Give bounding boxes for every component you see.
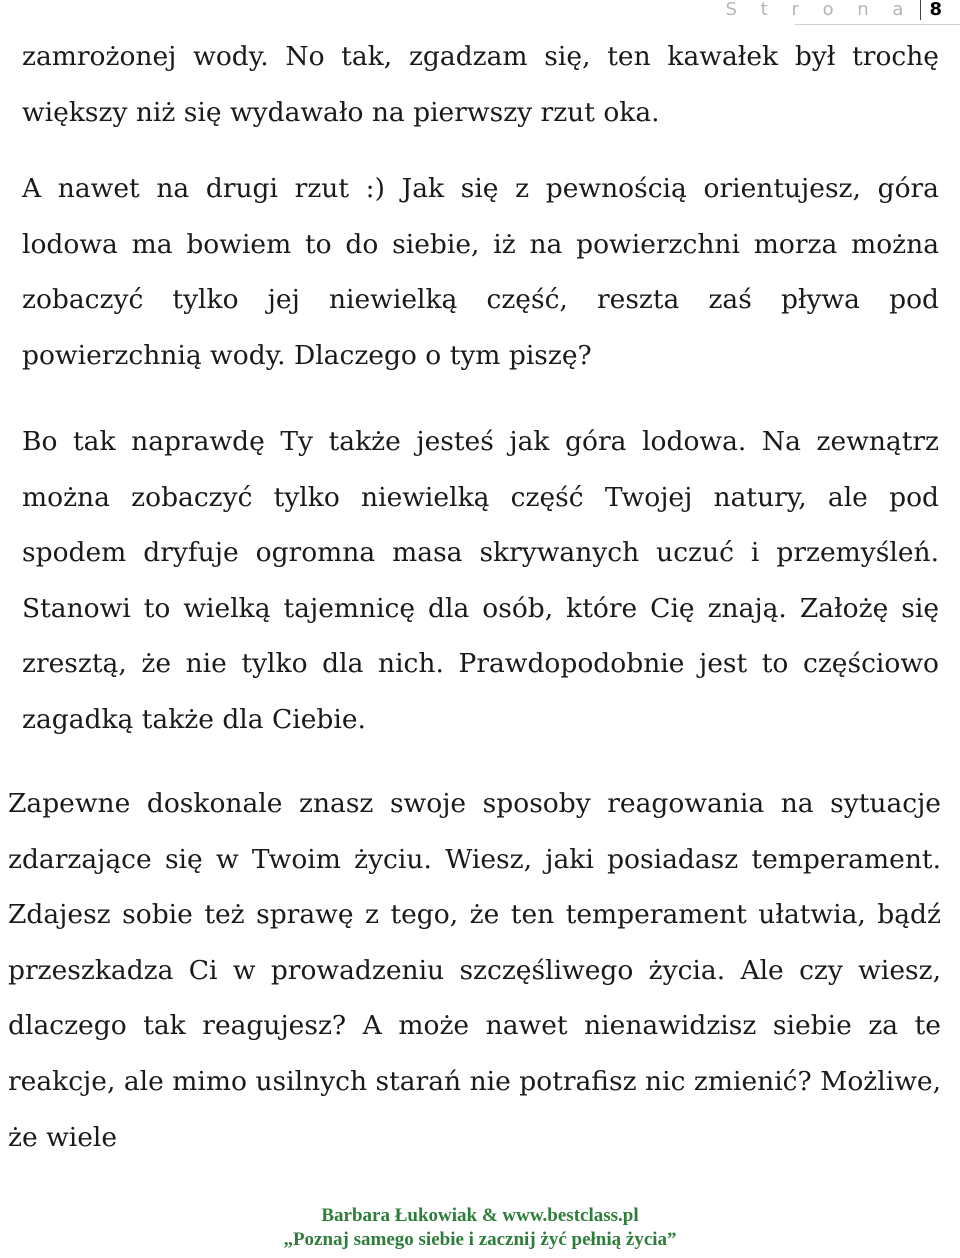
header-divider — [920, 0, 921, 20]
page-label: S t r o n a — [725, 0, 913, 20]
footer-author-line: Barbara Łukowiak & www.bestclass.pl — [321, 1205, 639, 1226]
footer-title-line: „Poznaj samego siebie i zacznij żyć pełnią życia” — [283, 1229, 677, 1250]
paragraph-3: Bo tak naprawdę Ty także jesteś jak góra lodowa. Na zewnątrz można zobaczyć tylko niewielką część Twojej natury, ale pod spodem dryfuje ogromna masa skrywanych uczuć i przemyśleń. Stanowi to wielką tajemnicę dla osób, które Cię znają. Założę się zresztą, że nie tylko dla nich. Prawdopodobnie jest to częściowo zagadką także dla Ciebie. — [22, 426, 939, 735]
paragraph-1: zamrożonej wody. No tak, zgadzam się, ten kawałek był trochę większy niż się wydawało na pierwszy rzut oka. — [22, 41, 939, 128]
page-footer — [0, 1204, 960, 1252]
page-header — [726, 0, 942, 22]
page-number: 8 — [929, 0, 942, 20]
paragraph-2: A nawet na drugi rzut :) Jak się z pewnością orientujesz, góra lodowa ma bowiem to do siebie, iż na powierzchni morza można zobaczyć tylko jej niewielką część, reszta zaś pływa pod powierzchnią wody. Dlaczego o tym piszę? — [22, 173, 939, 371]
paragraph-4: Zapewne doskonale znasz swoje sposoby reagowania na sytuacje zdarzające się w Twoim życiu. Wiesz, jaki posiadasz temperament. Zdajesz sobie też sprawę z tego, że ten temperament ułatwia, bądź przeszkadza Ci w prowadzeniu szczęśliwego życia. Ale czy wiesz, dlaczego tak reagujesz? A może nawet nienawidzisz siebie za te reakcje, ale mimo usilnych starań nie potrafisz nic zmienić? Możliwe, że wiele — [8, 788, 941, 1153]
header-rule — [795, 24, 960, 25]
